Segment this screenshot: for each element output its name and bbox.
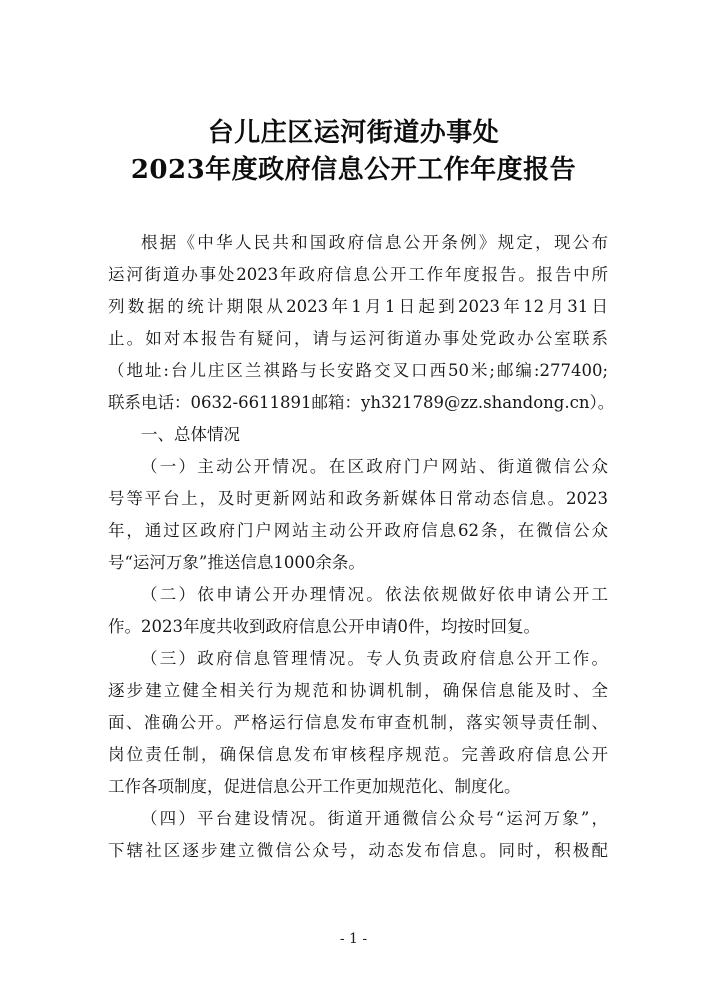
intro-line-4: 止。如对本报告有疑问，请与运河街道办事处党政办公室联系 — [108, 329, 608, 348]
intro-line-2: 运河街道办事处2023年政府信息公开工作年度报告。报告中所 — [108, 265, 608, 284]
para-3-line-4: 岗位责任制，确保信息发布审核程序规范。完善政府信息公开 — [108, 745, 608, 764]
para-1-line-3: 年，通过区政府门户网站主动公开政府信息62条，在微信公众 — [108, 521, 608, 540]
intro-line-5: （地址:台儿庄区兰祺路与长安路交叉口西50米;邮编:277400; — [108, 361, 608, 380]
intro-line-1: 根据《中华人民共和国政府信息公开条例》规定，现公布 — [141, 233, 608, 252]
para-4-line-2: 下辖社区逐步建立微信公众号，动态发布信息。同时，积极配 — [108, 841, 608, 860]
para-4-line-1: （四）平台建设情况。街道开通微信公众号“运河万象”， — [141, 809, 608, 828]
para-3-line-3: 面、准确公开。严格运行信息发布审查机制，落实领导责任制、 — [108, 713, 608, 732]
para-3-line-1: （三）政府信息管理情况。专人负责政府信息公开工作。 — [141, 649, 608, 668]
para-2-line-1: （二）依申请公开办理情况。依法依规做好依申请公开工 — [141, 585, 608, 604]
para-1-line-4: 号“运河万象”推送信息1000余条。 — [108, 553, 365, 572]
intro-line-6: 联系电话：0632-6611891邮箱：yh321789@zz.shandong.cn）。 — [108, 393, 615, 412]
para-1-line-1: （一）主动公开情况。在区政府门户网站、街道微信公众 — [141, 457, 608, 476]
report-title-line-2: 2023年度政府信息公开工作年度报告 — [130, 155, 577, 185]
para-2-line-2: 作。2023年度共收到政府信息公开申请0件，均按时回复。 — [108, 617, 540, 636]
section-heading-overall: 一、总体情况 — [141, 425, 240, 444]
report-title-line-1: 台儿庄区运河街道办事处 — [207, 118, 500, 148]
para-3-line-2: 逐步建立健全相关行为规范和协调机制，确保信息能及时、全 — [108, 681, 608, 700]
para-3-line-5: 工作各项制度，促进信息公开工作更加规范化、制度化。 — [108, 777, 521, 796]
intro-line-3: 列数据的统计期限从2023年1月1日起到2023年12月31日 — [108, 297, 608, 316]
para-1-line-2: 号等平台上，及时更新网站和政务新媒体日常动态信息。2023 — [108, 489, 608, 508]
page-number: - 1 - — [339, 931, 368, 947]
